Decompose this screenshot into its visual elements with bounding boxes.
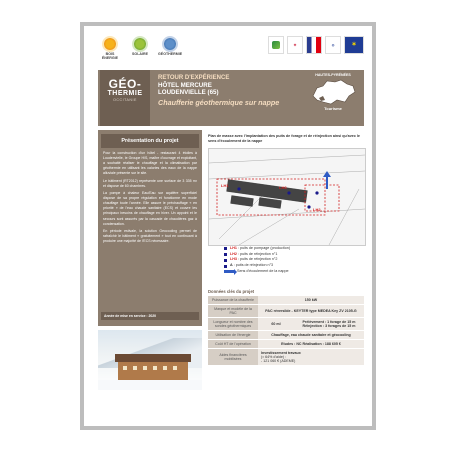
table-row bbox=[208, 340, 364, 349]
hotel-building-shape bbox=[118, 360, 188, 382]
partner-logos bbox=[268, 36, 364, 54]
aid-line: - 121 060 € (ADEME) bbox=[261, 359, 296, 363]
geothermie-logo-icon bbox=[164, 38, 176, 50]
aid-heading: Investissement travaux bbox=[261, 351, 301, 355]
service-date: Année de mise en service : 2020 bbox=[101, 312, 199, 320]
lh1-label: LH1 bbox=[221, 183, 229, 188]
legend-code: A bbox=[230, 263, 233, 268]
legend-code: LH1 bbox=[230, 246, 237, 250]
well-a bbox=[315, 191, 318, 194]
table-key: Longueur et nombre des sondes géothermiques bbox=[208, 318, 258, 331]
paragraph: La pompe à chaleur Eau/Eau sur aquifère superficiel dispose de sa propre régulation et fonctionne en mode chauffage toute l'année. Elle assure le préchauffage « en priorité » de l'eau chaude sanitaire (ECS) et couvre les principaux besoins de chauffage en hiver. Un appoint et le secours sont assurés par la cascade de chaudières gaz à condensation. bbox=[103, 191, 197, 226]
region-map bbox=[306, 73, 360, 123]
table-value: 60 ml bbox=[258, 318, 294, 331]
paragraph: Pour la construction d'un hôtel - restaurant 4 étoiles à Loudenvielle, le Groupe H/S, maître d'ouvrage et exploitant, a souhaité réaliser le chauffage et la climatisation par géothermie en utilisant les calories des eaux de la nappe alluviale présente sur le site. bbox=[103, 151, 197, 176]
brand-line1: GÉO- bbox=[108, 77, 142, 91]
logo-label: GÉOTHERMIE bbox=[158, 52, 183, 56]
table-value: PAC réversible - KEYTER type MEDEA Key ZV 2105-G bbox=[258, 305, 364, 318]
republique-logo-icon bbox=[306, 36, 322, 54]
occitanie-logo-icon: ✚ bbox=[287, 36, 303, 54]
hotel-name: HÔTEL MERCURE bbox=[158, 81, 212, 89]
region-label: HAUTES-PYRÉNÉES bbox=[315, 73, 351, 77]
table-key: Utilisation de l'énergie bbox=[208, 331, 258, 340]
table-key: Marque et modèle de la PAC bbox=[208, 305, 258, 318]
well-marker-icon bbox=[224, 259, 227, 262]
section-heading: Présentation du projet bbox=[101, 134, 199, 148]
legend-text: : puits de réinjection n°2 bbox=[236, 257, 278, 262]
brand-line2: THERMIE bbox=[107, 90, 143, 97]
solaire-logo-icon bbox=[134, 38, 146, 50]
table-value: Etudes : NC Réalisation : 188 605 € bbox=[258, 340, 364, 349]
legend-code: LH2 bbox=[230, 251, 237, 256]
page-subtitle: Chaufferie géothermique sur nappe bbox=[158, 98, 280, 108]
lh2-label: LH2 bbox=[313, 207, 321, 212]
eu-flag-icon: ✶ bbox=[344, 36, 364, 54]
well-marker-icon bbox=[224, 247, 227, 250]
ee-logo-icon: ◎ bbox=[325, 36, 341, 54]
logo-label: BOIS ÉNERGIE bbox=[101, 52, 119, 60]
map-legend bbox=[224, 246, 354, 275]
table-key: Puissance de la chaufferie bbox=[208, 296, 258, 305]
legend-text: : puits de pompage (production) bbox=[236, 246, 291, 250]
legend-text: : puits de réinjection n°3 bbox=[232, 263, 274, 268]
well-lh1 bbox=[237, 187, 240, 190]
region-tag: Tourisme bbox=[324, 106, 342, 111]
title-band bbox=[98, 70, 364, 126]
legend-code: LH3 bbox=[230, 257, 237, 262]
presentation-column bbox=[98, 130, 202, 326]
project-sheet bbox=[80, 22, 376, 430]
well-marker-icon bbox=[224, 253, 227, 256]
well-lh3 bbox=[287, 191, 290, 194]
legend-text: : puits de réinjection n°1 bbox=[236, 251, 278, 256]
paragraph: Le bâtiment (RT2012) représente une surface de 3 335 m² et dispose de 60 chambres. bbox=[103, 178, 197, 188]
well-marker-icon bbox=[224, 265, 227, 268]
legend-row bbox=[224, 269, 354, 275]
well-lh2 bbox=[307, 205, 310, 208]
geothermie-occitanie-logo bbox=[100, 70, 150, 126]
title-block bbox=[158, 75, 288, 107]
lh3-label: LH3 bbox=[279, 185, 287, 190]
legend-text: Sens d'écoulement de la nappe bbox=[237, 268, 289, 273]
bois-energie-logo-icon bbox=[104, 38, 116, 50]
key-data-title: Données clés du projet bbox=[208, 289, 255, 294]
flow-arrow-icon bbox=[224, 270, 234, 273]
aid-line: (≈ 64% d'aide) : bbox=[261, 355, 287, 359]
town-name: LOUDENVIELLE (65) bbox=[158, 89, 219, 97]
hotel-photo bbox=[98, 330, 202, 390]
kicker: RETOUR D'EXPÉRIENCE bbox=[158, 75, 230, 81]
paragraph: En période estivale, la solution Geocooling permet de rafraîchir le bâtiment « gratuitement » tout en continuant à produire une majorité de l'ECS nécessaire. bbox=[103, 229, 197, 244]
site-plan-drawing bbox=[209, 149, 365, 245]
brand-line3: OCCITANIE bbox=[113, 97, 137, 102]
site-plan bbox=[208, 148, 366, 246]
table-value: Prélèvement : 1 forage de 15 m Réinjection : 3 forages de 15 m bbox=[294, 318, 364, 331]
table-row bbox=[208, 349, 364, 366]
table-key: Coût HT de l'opération bbox=[208, 340, 258, 349]
table-value: 150 kW bbox=[258, 296, 364, 305]
logo-label: SOLAIRE bbox=[132, 52, 148, 56]
presentation-text bbox=[98, 151, 202, 244]
hotel-footprint bbox=[227, 179, 308, 208]
key-data-table bbox=[208, 296, 364, 366]
geothermie-logo bbox=[158, 36, 182, 74]
table-row bbox=[208, 331, 364, 340]
occitanie-map-icon bbox=[309, 78, 357, 106]
table-value bbox=[258, 349, 364, 366]
bois-energie-logo bbox=[98, 36, 122, 74]
logo-row bbox=[98, 36, 182, 74]
map-caption: Plan de masse avec l'implantation des puits de forage et de réinjection ainsi qu'avec le sens d'écoulement de la nappe bbox=[208, 134, 360, 143]
table-row bbox=[208, 296, 364, 305]
table-value: Chauffage, eau chaude sanitaire et géocooling bbox=[258, 331, 364, 340]
snow-ground bbox=[98, 380, 202, 390]
table-key: Aides financières mobilisées bbox=[208, 349, 258, 366]
ademe-logo-icon bbox=[268, 36, 284, 54]
flow-arrow-icon bbox=[323, 171, 331, 189]
solaire-logo bbox=[128, 36, 152, 74]
table-row bbox=[208, 318, 364, 331]
table-row bbox=[208, 305, 364, 318]
